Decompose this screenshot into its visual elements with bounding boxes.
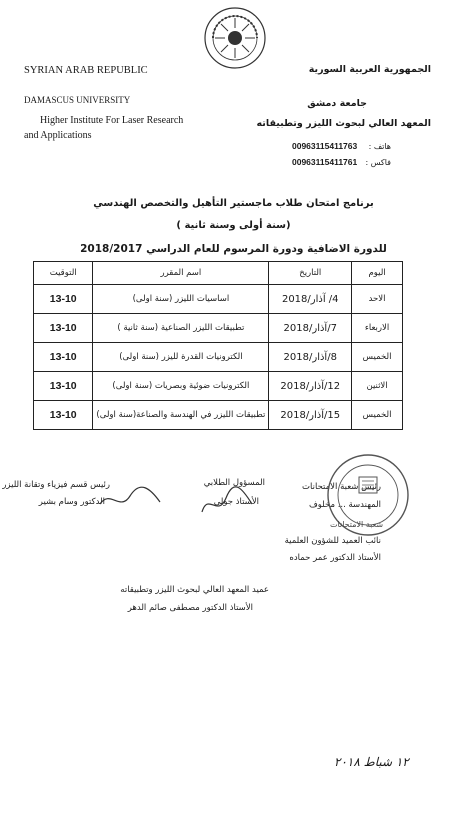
vice-dean-name: الأستاذ الدكتور عمر حماده xyxy=(289,553,381,563)
cell-subject: الكترونيات القدرة لليزر (سنة اولى) xyxy=(93,343,269,372)
dean-title: عميد المعهد العالي لبحوث الليزر وتطبيقاته xyxy=(120,585,269,595)
cell-day: الخميس xyxy=(352,401,403,430)
title-line3: للدورة الاضافية ودورة المرسوم للعام الدراسي 2018/2017 xyxy=(80,243,387,255)
fax-label: فاكس : xyxy=(365,158,391,167)
en-institute-line2: and Applications xyxy=(24,130,92,141)
handwritten-date: ١٢ شباط ٢٠١٨ xyxy=(334,755,409,769)
phone-label: هاتف : xyxy=(368,142,391,151)
cell-day: الاثنين xyxy=(352,372,403,401)
title-line1: برنامج امتحان طلاب ماجستير التأهيل والتخصص الهندسي xyxy=(93,198,374,209)
table-row xyxy=(34,314,403,343)
department-head-title: رئيس قسم فيزياء وتقانة الليزر xyxy=(2,480,110,490)
title-line2: (سنة أولى وسنة ثانية ) xyxy=(176,220,291,231)
header-time: التوقيت xyxy=(34,262,93,285)
cell-time: 13-10 xyxy=(34,401,93,430)
student-affairs-name: الأستاذ جولي xyxy=(213,497,259,507)
exams-head-title: رئيس شعبة الامتحانات xyxy=(302,482,381,492)
cell-date: 8/آذار/2018 xyxy=(269,343,352,372)
cell-date: 7/آذار/2018 xyxy=(269,314,352,343)
department-head-signature xyxy=(95,484,165,514)
vice-dean-title: نائب العميد للشؤون العلمية xyxy=(284,536,381,546)
cell-time: 13-10 xyxy=(34,285,93,314)
cell-date: 15/آذار/2018 xyxy=(269,401,352,430)
cell-subject: تطبيقات الليزر الصناعية (سنة ثانية ) xyxy=(93,314,269,343)
cell-day: الخميس xyxy=(352,343,403,372)
en-institute-line1: Higher Institute For Laser Research xyxy=(40,115,184,126)
header-subject: اسم المقرر xyxy=(93,262,269,285)
ar-institute: المعهد العالي لبحوث الليزر وتطبيقاته xyxy=(256,118,431,129)
header-day: اليوم xyxy=(352,262,403,285)
institute-logo xyxy=(203,6,267,70)
exams-head-name: المهندسة ... مخلوف xyxy=(308,500,381,510)
cell-subject: الكترونيات ضوئية وبصريات (سنة اولى) xyxy=(93,372,269,401)
cell-time: 13-10 xyxy=(34,343,93,372)
cell-date: 4/ آذار/2018 xyxy=(269,285,352,314)
dean-name: الأستاذ الدكتور مصطفى صائم الدهر xyxy=(127,603,253,613)
cell-time: 13-10 xyxy=(34,314,93,343)
department-head-name: الدكتور وسام بشير xyxy=(38,497,105,507)
exam-schedule-table xyxy=(33,261,403,430)
ar-university: جامعة دمشق xyxy=(307,98,367,109)
cell-subject: تطبيقات الليزر في الهندسة والصناعة(سنة اولى) xyxy=(93,401,269,430)
ar-country: الجمهورية العربية السورية xyxy=(308,64,431,75)
student-affairs-title: المسؤول الطلابي xyxy=(203,478,265,488)
en-country: SYRIAN ARAB REPUBLIC xyxy=(24,65,148,76)
fax-number: 00963115411761 xyxy=(292,157,358,167)
cell-date: 12/آذار/2018 xyxy=(269,372,352,401)
cell-day: الاحد xyxy=(352,285,403,314)
cell-day: الاربعاء xyxy=(352,314,403,343)
student-affairs-signature xyxy=(198,482,256,520)
en-university: DAMASCUS UNIVERSITY xyxy=(24,95,131,105)
cell-time: 13-10 xyxy=(34,372,93,401)
table-row xyxy=(34,285,403,314)
table-header-row xyxy=(34,262,403,285)
stamp-text: شعبة الامتحانات xyxy=(330,520,384,529)
cell-subject: اساسيات الليزر (سنة اولى) xyxy=(93,285,269,314)
phone-number: 00963115411763 xyxy=(292,141,358,151)
table-row xyxy=(34,343,403,372)
table-row xyxy=(34,401,403,430)
table-row xyxy=(34,372,403,401)
header-date: التاريخ xyxy=(269,262,352,285)
